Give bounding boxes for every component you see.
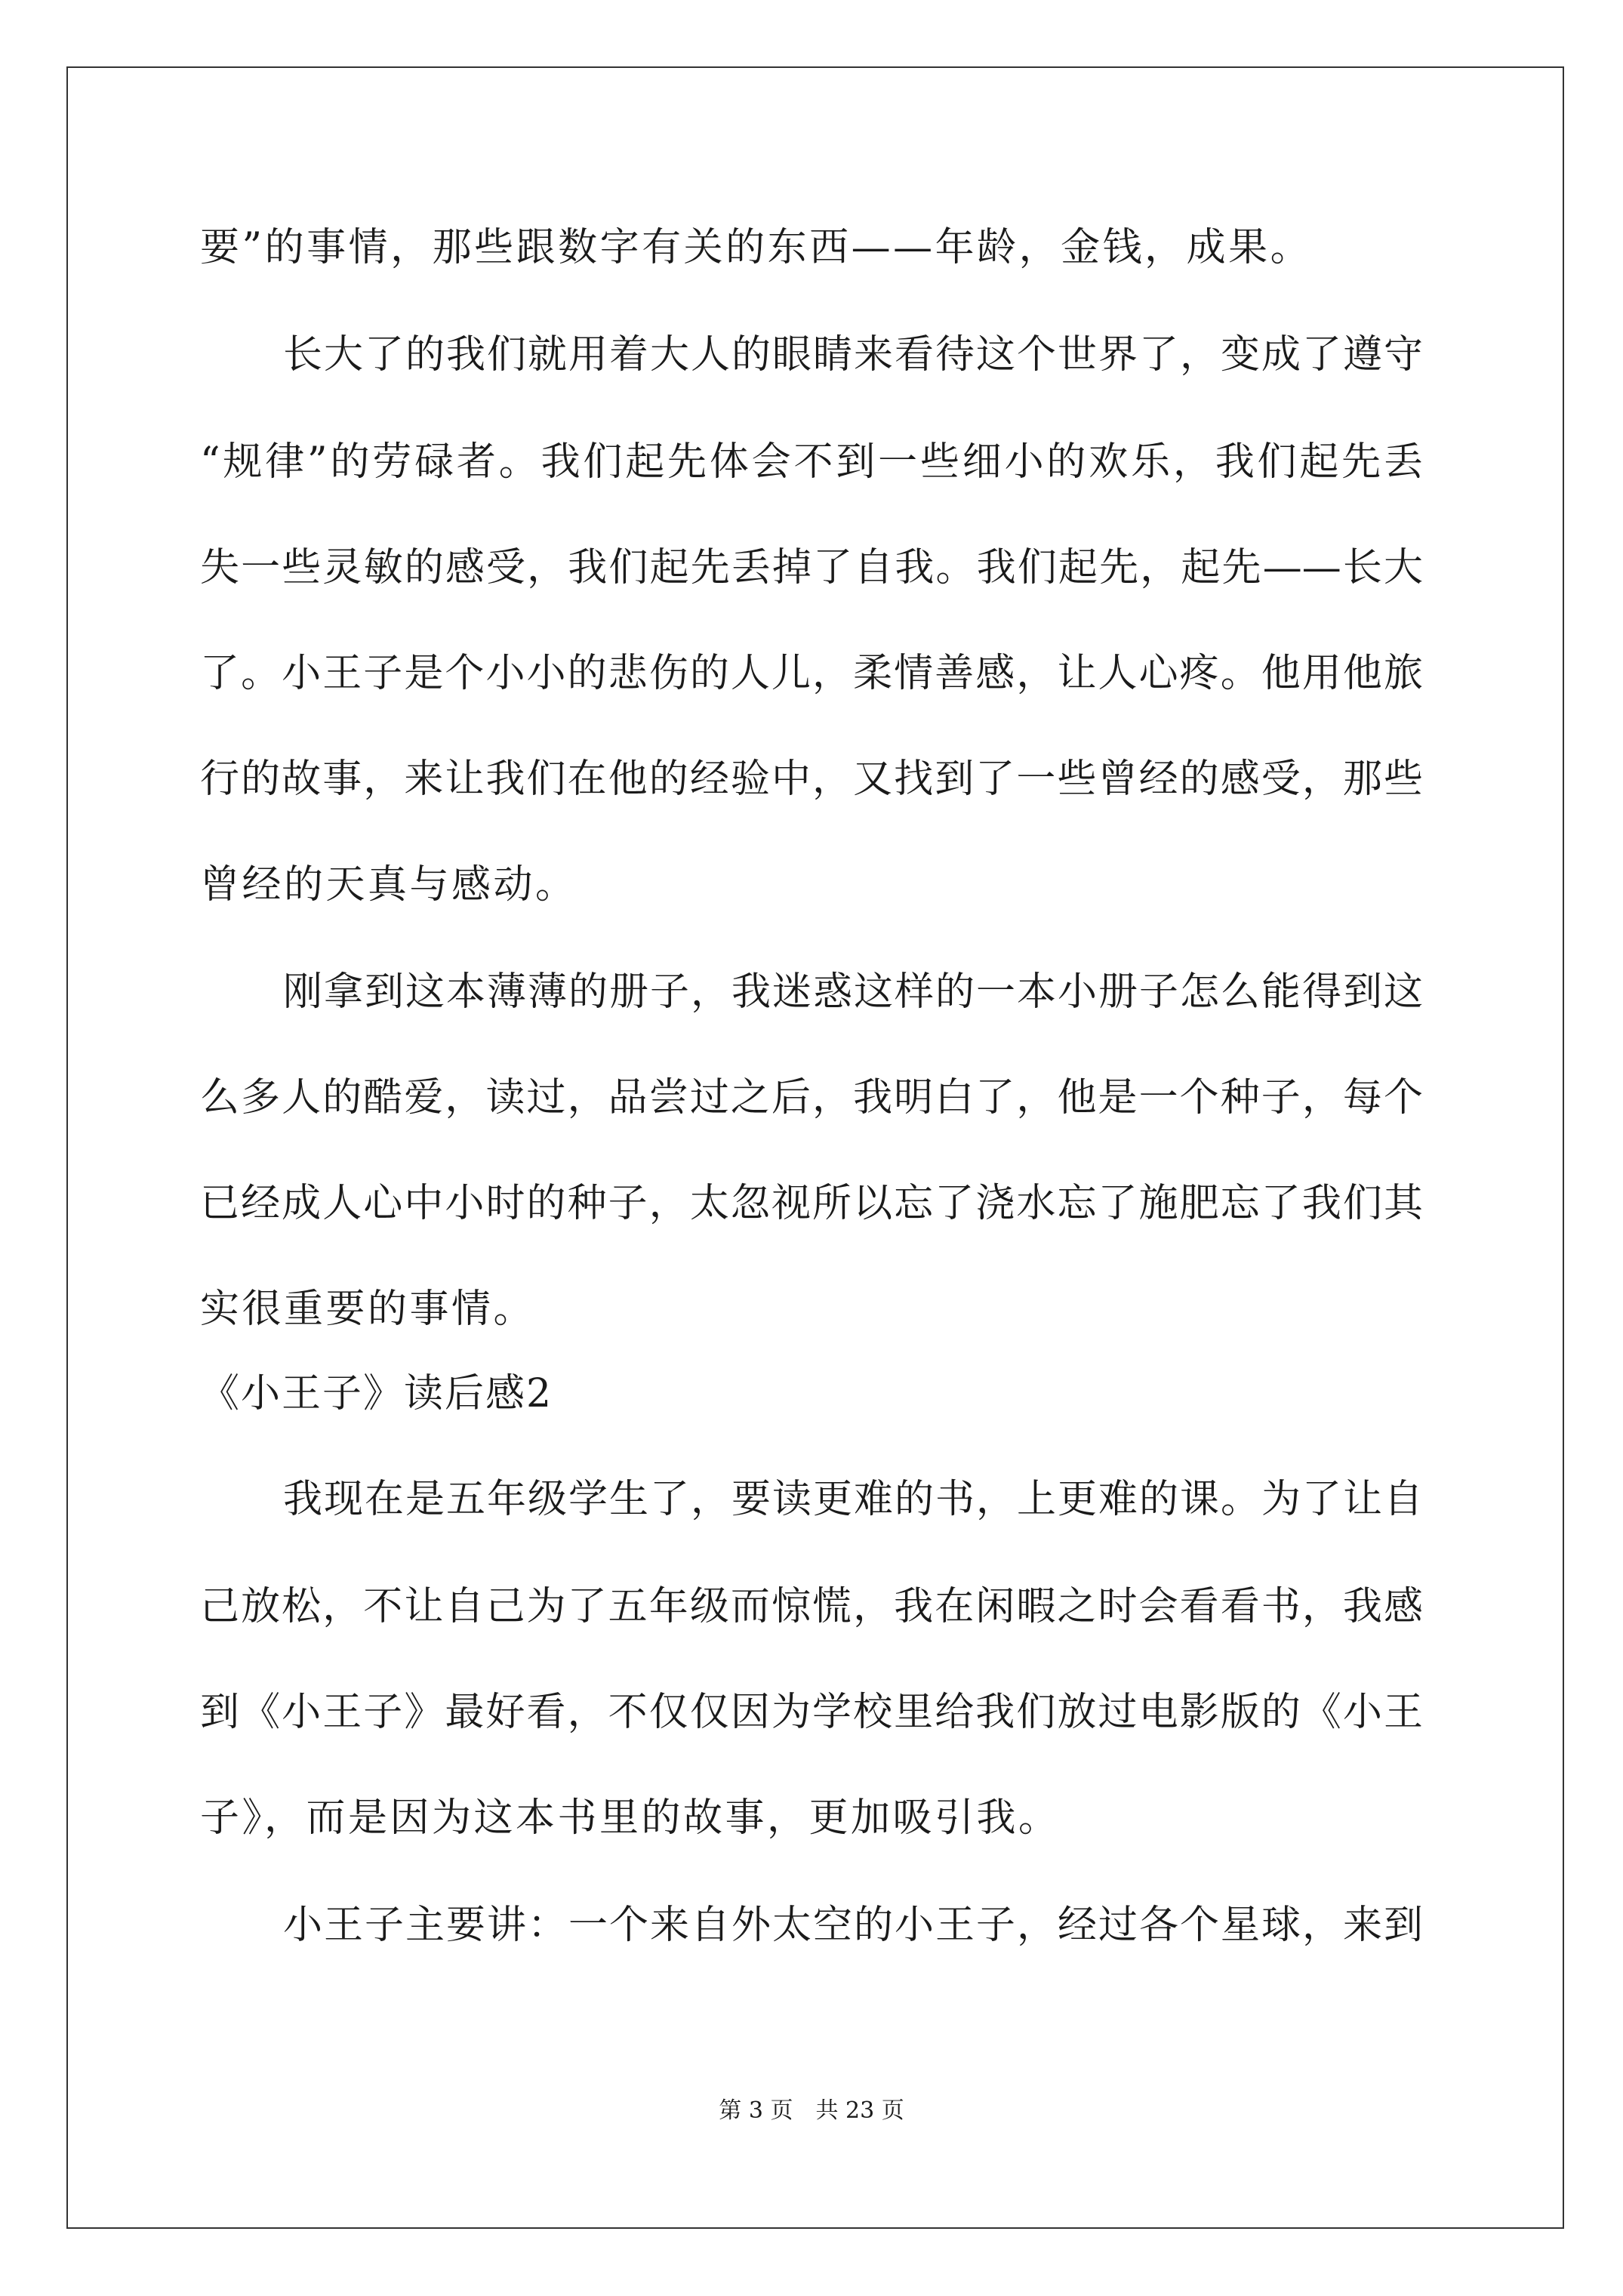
paragraph-first-line: 小王子主要讲：一个来自外太空的小王子，经过各个星球，来到 (283, 1903, 1423, 1948)
text-line: 行的故事，来让我们在他的经验中，又找到了一些曾经的感受，那些 (200, 757, 1423, 802)
text-line: 曾经的天真与感动。 (200, 862, 577, 908)
text-line: 实很重要的事情。 (200, 1287, 536, 1332)
paragraph-first-line: 我现在是五年级学生了，要读更难的书，上更难的课。为了让自 (283, 1477, 1423, 1522)
text-line: 失一些灵敏的感受，我们起先丢掉了自我。我们起先，起先——长大 (200, 545, 1423, 590)
text-line: 己放松，不让自己为了五年级而惊慌，我在闲暇之时会看看书，我感 (200, 1584, 1423, 1629)
text-line: 已经成人心中小时的种子，太忽视所以忘了浇水忘了施肥忘了我们其 (200, 1181, 1423, 1226)
paragraph-first-line: 刚拿到这本薄薄的册子，我迷惑这样的一本小册子怎么能得到这 (283, 969, 1423, 1015)
section-heading: 《小王子》读后感2 (200, 1371, 553, 1416)
text-line: “规律”的劳碌者。我们起先体会不到一些细小的欢乐，我们起先丢 (200, 439, 1423, 485)
text-line: 到《小王子》最好看，不仅仅因为学校里给我们放过电影版的《小王 (200, 1690, 1423, 1735)
page-number-footer: 第 3 页 共 23 页 (719, 2097, 904, 2124)
paragraph-first-line: 长大了的我们就用着大人的眼睛来看待这个世界了，变成了遵守 (283, 332, 1423, 378)
text-line: 要”的事情，那些跟数字有关的东西——年龄，金钱，成果。 (200, 225, 1313, 270)
text-line: 了。小王子是个小小的悲伤的人儿，柔情善感，让人心疼。他用他旅 (200, 651, 1423, 696)
text-line: 子》，而是因为这本书里的故事，更加吸引我。 (200, 1795, 1061, 1841)
text-line: 么多人的酷爱，读过，品尝过之后，我明白了，他是一个种子，每个 (200, 1075, 1423, 1120)
